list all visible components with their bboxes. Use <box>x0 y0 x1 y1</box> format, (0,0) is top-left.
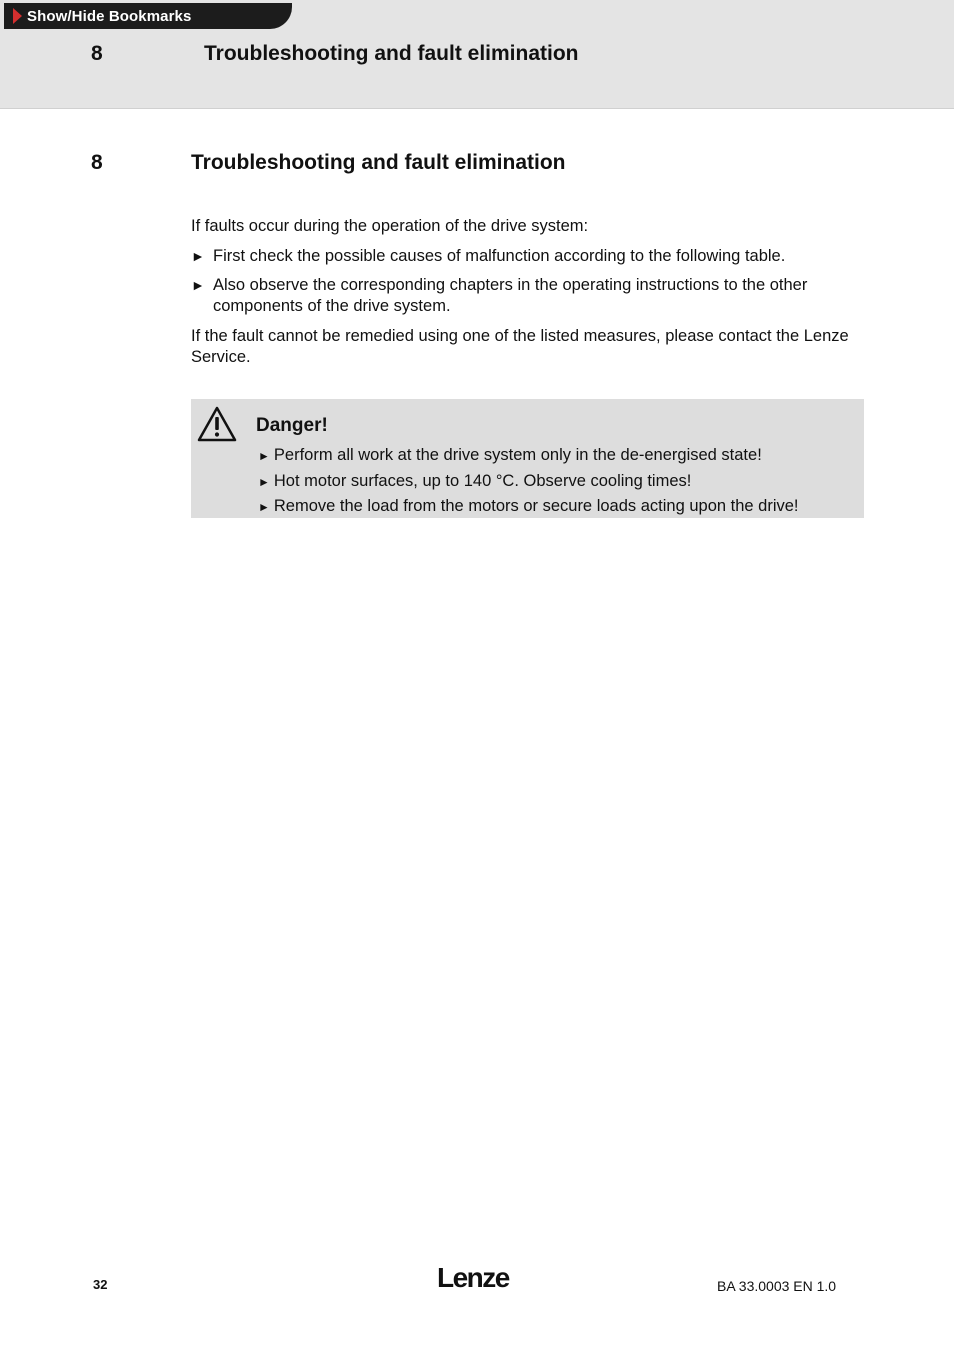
show-hide-bookmarks-button[interactable] <box>4 3 292 29</box>
list-item <box>258 443 799 469</box>
bookmark-button-label: Show/Hide Bookmarks <box>27 7 192 25</box>
list-item <box>191 275 871 317</box>
warning-triangle-icon <box>196 405 238 443</box>
play-arrow-icon <box>13 8 22 24</box>
list-item-text: Also observe the corresponding chapters in the operating instructions to the other components of the drive system. <box>213 276 808 315</box>
bullet-arrow-icon: ► <box>191 248 205 264</box>
danger-list <box>258 443 799 520</box>
danger-notice <box>191 399 864 518</box>
danger-title: Danger! <box>256 415 328 436</box>
contact-paragraph: If the fault cannot be remedied using one of the listed measures, please contact the Lenze Service. <box>191 327 849 366</box>
bullet-arrow-icon: ► <box>258 449 270 463</box>
header-chapter-title: Troubleshooting and fault elimination <box>204 42 579 65</box>
section-number: 8 <box>91 151 103 174</box>
document-code: BA 33.0003 EN 1.0 <box>717 1278 837 1294</box>
page-header <box>0 0 954 109</box>
section-title: Troubleshooting and fault elimination <box>191 151 566 174</box>
bullet-arrow-icon: ► <box>191 277 205 293</box>
list-item <box>258 494 799 520</box>
danger-item-text: Remove the load from the motors or secure loads acting upon the drive! <box>273 497 799 515</box>
page-number: 32 <box>93 1277 108 1292</box>
list-item <box>191 246 871 267</box>
intro-paragraph: If faults occur during the operation of the drive system: <box>191 217 589 235</box>
list-item <box>258 469 799 495</box>
list-item-text: First check the possible causes of malfunction according to the following table. <box>213 247 786 265</box>
header-chapter-number: 8 <box>91 42 103 65</box>
danger-item-text: Hot motor surfaces, up to 140 °C. Observe cooling times! <box>273 471 692 490</box>
bullet-arrow-icon: ► <box>258 474 270 489</box>
lenze-logo: Lenze <box>437 1262 509 1293</box>
bullet-arrow-icon: ► <box>258 500 270 514</box>
danger-item-text: Perform all work at the drive system only in the de-energised state! <box>273 446 762 464</box>
